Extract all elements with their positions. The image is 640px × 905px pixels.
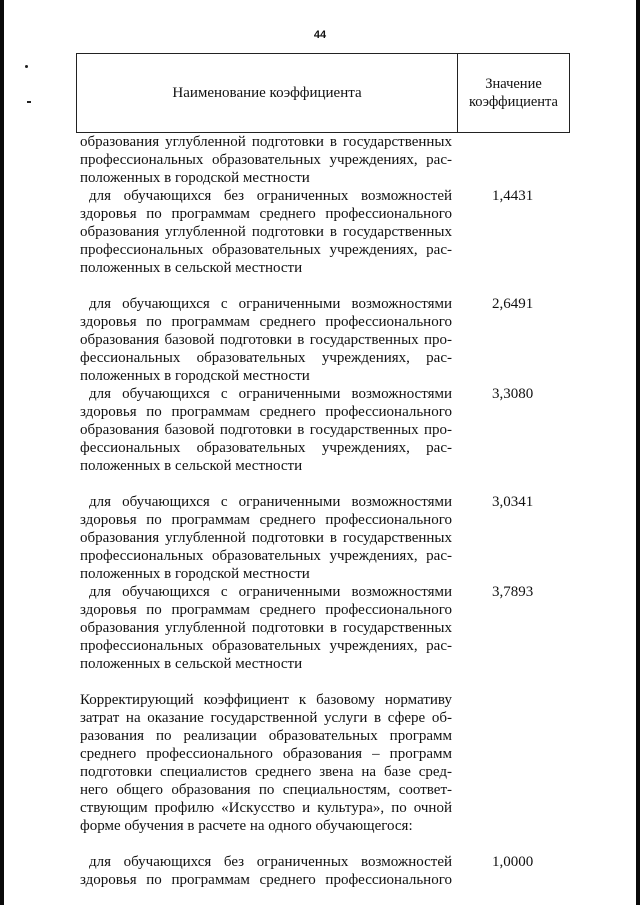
row-value: 1,4431 [492, 188, 534, 204]
row-description: для обучающихся без ограниченных возможностей здоровья по программам среднего профессионального [80, 854, 452, 888]
table-row [80, 493, 600, 583]
row-value: 3,0341 [492, 494, 534, 510]
row-description: для обучающихся с ограниченными возможностями здоровья по программам среднего профессионального образования углубленной подготовки в государственных профессиональных образовательных учреждениях, рас- положенных в сельской местности [80, 584, 452, 672]
scan-edge-left [0, 0, 4, 905]
table-row [80, 187, 600, 277]
table-body [80, 133, 600, 889]
table-row [80, 583, 600, 673]
spacer [80, 475, 600, 493]
table-row [80, 133, 600, 187]
column-header-name: Наименование коэффициента [77, 54, 458, 132]
table-header [76, 53, 570, 133]
spacer [80, 673, 600, 691]
row-value: 2,6491 [492, 296, 534, 312]
row-description: для обучающихся с ограниченными возможностями здоровья по программам среднего профессионального образования базовой подготовки в государственных про- фессиональных образовательных учреждениях, рас- положенных в городской местности [80, 296, 452, 384]
row-value [452, 133, 552, 187]
table-row [80, 853, 600, 889]
scan-edge-right [636, 0, 640, 905]
row-description: образования углубленной подготовки в государственных профессиональных образовательных учреждениях, рас- положенных в городской местности [80, 134, 452, 186]
column-header-value [458, 54, 569, 132]
section-heading [80, 691, 600, 835]
row-description: для обучающихся без ограниченных возможностей здоровья по программам среднего профессионального образования углубленной подготовки в государственных профессиональных образовательных учреждениях, рас- положенных в сельской местности [80, 188, 452, 276]
row-description: для обучающихся с ограниченными возможностями здоровья по программам среднего профессионального образования базовой подготовки в государственных про- фессиональных образовательных учреждениях, рас- положенных в сельской местности [80, 386, 452, 474]
spacer [80, 835, 600, 853]
table-row [80, 295, 600, 385]
row-value: 1,0000 [492, 854, 534, 870]
row-description: для обучающихся с ограниченными возможностями здоровья по программам среднего профессионального образования углубленной подготовки в государственных профессиональных образовательных учреждениях, рас- положенных в городской местности [80, 494, 452, 582]
row-value: 3,3080 [492, 386, 534, 402]
column-header-value-line2: коэффициента [468, 94, 558, 110]
table-row [80, 385, 600, 475]
spacer [80, 277, 600, 295]
scan-speck [27, 101, 31, 103]
section-description: Корректирующий коэффициент к базовому нормативу затрат на оказание государственной услуги в сфере об- разования по реализации образовательных программ среднего профессионального образования – программ подготовки специалистов среднего звена на базе сред- него общего образования по специальностям, соответ- ствующим профилю «Искусство и культура», по очной форме обучения в расчете на одного обучающегося: [80, 692, 452, 834]
scan-speck [25, 65, 28, 68]
page-number: 44 [313, 29, 327, 41]
column-header-value-line1: Значение [485, 76, 542, 92]
row-value: 3,7893 [492, 584, 534, 600]
row-value [452, 691, 552, 835]
